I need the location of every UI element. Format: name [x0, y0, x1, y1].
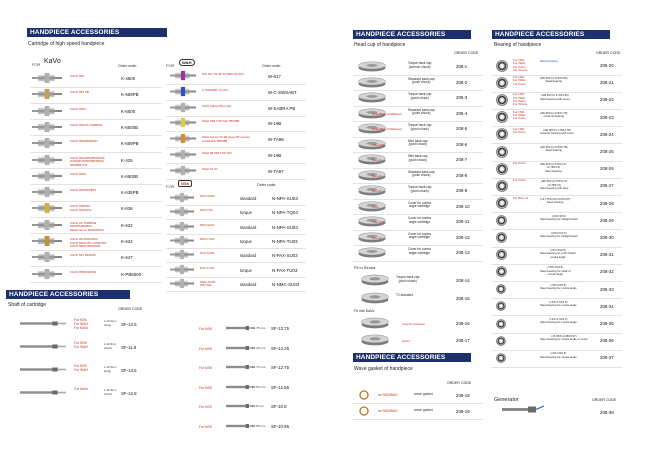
bearing-desc: (dt6.35X×2.175X4.37 ×2.78X1.5) Steel bearing with step [540, 179, 569, 190]
nsk-order-code: N-NPA-SU03 [272, 224, 298, 230]
nsk-order-code: N-NMC-SU03 [272, 281, 300, 287]
kavo-order-code: K-636 [121, 206, 133, 212]
section-header-shaft: HANDPIECE ACCESSORIES [6, 290, 130, 299]
bearing-desc: (dt6.35X×2.175X2.78) Steel bearing [540, 145, 568, 153]
wh-cartridge-image-4 [170, 117, 196, 128]
bearing-desc: (×5X×2X2.5) Steel bearing for shaft of contra angle [540, 265, 571, 276]
nsk-cartridge-image-7 [170, 278, 194, 289]
order-code-label-shaft: ORDER CODE [118, 307, 143, 311]
sirona-title: Fit in Sirona [354, 265, 376, 270]
head-cup-order-code: 208-9 [456, 188, 468, 193]
kavo-order-code: K-659PB [121, 92, 139, 98]
nsk-row-divider [166, 291, 306, 292]
nsk-cartridge-label: NPA-SU03 [200, 222, 215, 227]
brand-badge-wh: W&H [179, 59, 195, 66]
bearing-order-code: 208-25 [600, 149, 614, 154]
kavo-cartridge-label: KAVO 638/636 KAVO 636/636L [70, 204, 92, 212]
nsk-order-code: N-NPA-SU03 [272, 196, 298, 201]
kavo-row-divider [30, 282, 162, 283]
head-cup-image-1 [357, 60, 387, 72]
head-cup-order-code: 208-4 [456, 110, 468, 116]
kavo-order-code: K-659PB [121, 141, 139, 147]
bearing-image-13 [496, 266, 507, 277]
bearing-order-code: 208-24 [600, 131, 614, 137]
kavo-cup-label: (wrench exclusive) [402, 322, 426, 326]
order-code-label-bearing: ORDER CODE [596, 51, 621, 55]
head-cup-label: Bien Air [372, 173, 382, 178]
head-cup-desc: Standard back cap (push chuck) [408, 107, 435, 116]
order-code-label-kavo: Order code: [118, 64, 137, 68]
shaft-label-left: For NSK For W&H [74, 341, 88, 349]
bearing-order-code: 208-30 [600, 235, 614, 240]
nsk-cartridge-image-5 [170, 249, 194, 260]
kavo-order-code: K-PB6500 [121, 271, 142, 277]
shaft-label-right: For NSK [199, 424, 212, 429]
bearing-divider [492, 195, 622, 196]
bearing-order-code: 208-37 [600, 355, 614, 361]
shaft-image-left-4 [20, 389, 66, 396]
gasket-image-2 [359, 406, 369, 416]
brand-badge-nsk: NSK [178, 180, 192, 187]
shaft-label-left: For NSK For W&H [74, 364, 88, 372]
generator-title: Generator [494, 397, 519, 403]
bearing-divider [492, 109, 622, 110]
kavo-cartridge-label: KAVO 6500 [70, 171, 86, 176]
bearing-image-8 [496, 180, 508, 192]
sirona-cup-desc: T2 standard [396, 293, 414, 297]
kavo-order-code: K-634 [121, 239, 133, 244]
generator-image [502, 405, 544, 415]
nsk-cartridge-kind: standard [240, 253, 257, 259]
shaft-image-right-1 [226, 324, 254, 332]
kavo-cartridge-image-10 [32, 219, 62, 231]
head-cup-desc: Torque back cap (wrench chuck) [408, 61, 432, 69]
wh-cartridge-label: W&H Synea TA-98 large PB version ALLEGRA TB538B [202, 135, 250, 143]
head-cup-order-code: 208-13 [456, 250, 470, 255]
head-cup-order-code: 208-10 [456, 203, 470, 209]
wh-cartridge-image-3 [170, 102, 196, 113]
bearing-order-code: 208-36 [600, 338, 614, 344]
bearing-order-code: 208-26 [600, 166, 614, 172]
head-cup-label: Bien Air [372, 189, 382, 193]
wh-order-code: W-TA98 [268, 137, 284, 143]
kavo-cartridge-label: KAVO 659PB/6500C [70, 139, 98, 144]
bearing-order-code: 208-31 [600, 252, 614, 258]
section-subtitle-shaft: Shaft of cartridge [8, 302, 47, 308]
shaft-order-code-right: SF-10.85 [271, 423, 290, 429]
section-subtitle-headcup: Head cup of handpiece [354, 42, 406, 48]
head-cup-label: (W&H/Bien Air/Midwest) [372, 127, 402, 131]
bearing-image-14 [496, 284, 506, 294]
kavo-cartridge-label: KAVO 2A TURBINE 6500/6502/6504 Molar-Nexus 6505/6505C [70, 220, 105, 232]
wh-cartridge-image-7 [170, 165, 196, 176]
nsk-cartridge-kind: standard [240, 281, 257, 287]
gasket-order-code: 208-19 [456, 409, 470, 414]
bearing-image-18 [496, 353, 506, 363]
bearing-order-code: 208-27 [600, 183, 614, 189]
head-cup-order-code: 208-5 [456, 126, 468, 131]
kavo-order-code: K-425 [121, 157, 133, 163]
shaft-size-left: L:13.5mm (long) [104, 365, 117, 373]
bearing-order-code: 208-34 [600, 303, 614, 309]
bearing-divider [492, 298, 622, 299]
kavo-cup-order-code: 208-16 [456, 321, 470, 326]
nsk-cartridge-kind: standard [240, 224, 257, 230]
order-code-label-gasket: ORDER CODE [447, 381, 472, 385]
brand-prefix-wh: FOR [166, 63, 175, 68]
bearing-label: For NSK For W&H For KaVo For Sirona [513, 92, 528, 107]
shaft-order-code-left: SF-12.8 [121, 391, 137, 396]
bearing-label: For Bien air [513, 195, 529, 200]
head-cup-order-code: 208-8 [456, 172, 468, 178]
bearing-desc: (dt6.35X×2.173X2.78) Ceramic bearing [540, 110, 568, 118]
head-cup-label: W&H S/M [372, 220, 385, 224]
bearing-image-6 [496, 146, 508, 158]
wh-cartridge-label: W&H 98 698 TOP AIR [202, 151, 232, 155]
nsk-cartridge-kind: torque [240, 210, 252, 216]
bearing-order-code: 208-23 [600, 114, 614, 120]
kavo-order-code: K-647 [121, 255, 133, 261]
gasket-label: for NSK/W&H [378, 393, 398, 397]
bearing-desc: (×4X×1.5X2.5) Steel bearing for contra angle [540, 299, 577, 308]
kavo-cup-image-2 [360, 333, 390, 346]
shaft-size-right: 12.55 mm [252, 384, 266, 389]
nsk-cartridge-label: NMC-SU03 (MC-SE) [200, 279, 216, 288]
bearing-image-16 [496, 319, 506, 329]
bearing-order-code: 208-22 [600, 97, 614, 103]
bearing-order-code: 208-35 [600, 321, 614, 326]
head-cup-image-3 [357, 91, 387, 103]
bearing-image-11 [496, 232, 507, 243]
bearing-order-code: 208-21 [600, 80, 614, 86]
nsk-cartridge-label: PAX-SU03 [200, 251, 215, 256]
wh-order-code: W-617 [268, 74, 281, 79]
bearing-image-15 [496, 301, 506, 311]
kavo-order-code: K-6500B [121, 173, 139, 179]
sirona-cup-image-1 [360, 273, 390, 286]
bearing-desc: (dt6.35X×2.175X4.37 ×2.78X1.5) Steel bearing [540, 162, 567, 173]
nsk-cartridge-kind: torque [240, 267, 252, 273]
wh-cartridge-label: WH 617 TE-98 SYNEA FM 603 [202, 72, 244, 76]
kavo-cartridge-label: KAVO PB6500/G63 [70, 269, 97, 274]
shaft-label-right: For NSK [199, 366, 212, 370]
shaft-image-left-2 [20, 343, 66, 350]
bearing-label: For NSK For W&H For KaVo [513, 109, 526, 121]
kavo-cartridge-label: KAVO 659 PB [70, 90, 89, 95]
shaft-order-code-left: SF-12.6 [121, 322, 137, 327]
head-cup-order-code: 208-3 [456, 95, 468, 100]
nsk-cartridge-image-3 [170, 221, 194, 232]
shaft-label-left: For NSK For W&H For KaVo [74, 318, 89, 330]
head-cup-desc: Cover for contra angle cartridge [408, 216, 431, 224]
kavo-cartridge-image-8 [32, 186, 62, 198]
shaft-label-right: For NSK [199, 405, 212, 409]
kavo-cartridge-image-3 [32, 105, 62, 117]
section-subtitle-cartridge: Cartridge of high speed handpiece [28, 41, 105, 47]
head-cup-desc: Standard back cap (push chuck) [408, 169, 435, 178]
kavo-cartridge-label: KAVO 6500 [70, 106, 86, 111]
bearing-image-2 [496, 77, 508, 89]
wh-cartridge-image-1 [170, 70, 196, 81]
bearing-label: For KaVo [513, 161, 526, 166]
kavo-cartridge-image-9 [32, 202, 62, 214]
shaft-order-code-right: SF-12.55 [271, 384, 290, 390]
sirona-cup-image-2 [360, 291, 390, 304]
shaft-label-right: For NSK [199, 327, 212, 331]
bearing-divider [492, 212, 622, 213]
shaft-size-left: L:12.6mm (long) [104, 319, 117, 327]
shaft-label-right: For NSK [199, 385, 212, 390]
head-cup-desc: Torque back cap (push chuck) [408, 123, 432, 131]
nsk-cartridge-label: PAX-TU03 [200, 265, 215, 270]
bearing-desc: Mixed bearing [540, 59, 558, 63]
gasket-divider [353, 419, 483, 420]
kavo-cartridge-image-13 [32, 268, 62, 280]
gasket-desc: wave gasket [414, 392, 433, 396]
bearing-desc: (dt6.35X×2.173X3.96) Steel bearing [540, 76, 568, 84]
kavo-cup-order-code: 208-17 [456, 338, 470, 343]
kavo-cartridge-image-6 [32, 154, 62, 166]
bearing-divider [492, 281, 622, 282]
kavo-cartridge-label: KAVO 630 [70, 74, 84, 78]
wh-order-code: W-19B [268, 153, 282, 158]
kavo-cartridge-image-7 [32, 170, 62, 182]
bearing-image-7 [496, 163, 508, 175]
shaft-image-right-6 [226, 422, 254, 430]
gasket-desc: wave gasket [414, 408, 433, 412]
bearing-order-code: 208-20 [600, 63, 614, 68]
kavo-cup-label: (push) [402, 339, 410, 343]
kavo-cartridge-image-11 [32, 235, 62, 247]
generator-order-code: 208-38 [600, 410, 614, 415]
bearing-desc: (×6.35X×2.38X3.97) Steel bearing for contra angle or motor [540, 334, 588, 342]
shaft-order-code-left: SF-13.5 [121, 368, 137, 373]
shaft-size-right: 13.25 mm [252, 345, 266, 350]
kavo-order-code: K-635PB [121, 190, 139, 196]
gasket-image-1 [359, 390, 369, 400]
wh-cartridge-label: W&H 19B TOP AIR TB538B [202, 119, 240, 124]
shaft-size-left: L:12.8mm (short) [104, 388, 117, 396]
head-cup-label: (W&H/Bien Air/Midwest) [372, 111, 402, 116]
bearing-desc: (dt6.35X×2.173X3.96) Steel bearing with cover [540, 93, 570, 101]
bearing-label: For NSK For W&H For KaVo [513, 75, 526, 86]
bearing-label: For NSK For KaVo [513, 126, 526, 135]
bearing-desc: (×4.775X×2X×3.6X2.5?) Steel bearing [540, 196, 571, 204]
bearing-image-3 [496, 94, 508, 106]
nsk-cartridge-kind: torque [240, 238, 252, 244]
order-code-label-headcup: ORDER CODE [454, 51, 479, 55]
head-cup-label: Bien Air [372, 235, 382, 240]
bearing-image-12 [496, 249, 507, 260]
shaft-image-right-3 [226, 363, 254, 371]
shaft-order-code-right: SF-12.75 [271, 365, 290, 370]
kavo-order-code: K-632 [121, 222, 133, 228]
bearing-image-1 [496, 60, 508, 72]
nsk-cartridge-image-6 [170, 264, 194, 275]
order-code-label-wh: Order code: [262, 64, 281, 68]
wh-order-code: W-19B [268, 121, 282, 127]
head-cup-label: Bien Air [372, 158, 382, 162]
brand-prefix-nsk: FOR [166, 184, 175, 189]
shaft-size-right: 10.85 mm [252, 423, 266, 428]
bearing-divider [492, 367, 622, 368]
head-cup-desc: Torque back cap (push chuck) [408, 92, 432, 100]
head-cup-order-code: 208-6 [456, 141, 468, 147]
nsk-cartridge-image-1 [170, 192, 194, 203]
head-cup-desc: Cover for contra angle cartridge [408, 247, 431, 255]
kavo-cartridge-image-1 [32, 72, 62, 84]
kavo-cartridge-label: KAVO 647 6500PB [70, 253, 96, 258]
bearing-desc: (×6X×3X3) Steel bearing for straight head [540, 213, 578, 222]
wh-cartridge-image-2 [170, 86, 196, 97]
bearing-label: For KaVo [513, 178, 526, 183]
section-subtitle-bearing: Bearing of handpiece [494, 42, 542, 48]
section-header-cartridge: HANDPIECE ACCESSORIES [27, 28, 167, 37]
shaft-image-left-3 [20, 366, 66, 373]
wh-order-code: W-SABRA PB [268, 105, 296, 111]
head-cup-desc: Mini back cap (push chuck) [408, 138, 428, 147]
kavo-cartridge-image-5 [32, 137, 62, 149]
wh-cartridge-image-5 [170, 133, 196, 144]
shaft-image-right-5 [226, 402, 254, 410]
nsk-order-code: N-PAX-SU03 [272, 253, 298, 259]
bearing-desc: (×5X×2X2.5) Steel bearing for contra angle [540, 282, 577, 290]
bearing-desc: (×5X×2X2.5) Steel bearing for straight head [540, 231, 578, 239]
order-code-label-nsk: Order code: [257, 183, 276, 187]
shaft-image-right-4 [226, 383, 254, 391]
brand-name-kavo: KaVo [44, 58, 61, 65]
brand-prefix-kavo: FOR [32, 62, 41, 67]
shaft-order-code-right: SF-13.25 [271, 345, 290, 351]
shaft-image-right-2 [226, 344, 254, 352]
nsk-order-code: N-PAX-TU03 [272, 267, 298, 273]
nsk-order-code: N-NPA-TQ03 [272, 210, 298, 216]
section-subtitle-gasket: Wave gasket of handpiece [354, 366, 413, 372]
wh-cartridge-label: C-SW&ABT (Turbo) [202, 87, 229, 92]
head-cup-label: W&H S/M [372, 142, 385, 147]
kavo-cartridge-image-4 [32, 121, 62, 133]
bearing-desc: (×6X×3X2.5) Steel bearing for contra angle [540, 351, 577, 359]
head-cup-desc: Cover for contra angle cartridge [408, 231, 431, 240]
bearing-image-5 [496, 128, 508, 140]
bearing-order-code: 208-33 [600, 286, 614, 292]
wh-cartridge-label: W&H Sabra PB (mod) [202, 103, 232, 108]
nsk-cartridge-label: NPA-TQ3 [200, 208, 213, 213]
kavo-cartridge-image-2 [32, 88, 62, 100]
shaft-size-right: 10.8 mm [252, 404, 264, 408]
kavo-order-code: K-4500 [121, 76, 136, 81]
nsk-cartridge-label: NPA-SU03 [200, 194, 215, 198]
wh-order-code: W-C-SWSABT [268, 89, 297, 95]
shaft-size-right: 12.75 mm [252, 365, 266, 369]
bearing-image-4 [496, 111, 508, 123]
kavo-fit-title: Fit into KaVo [354, 309, 375, 313]
bearing-image-9 [496, 197, 508, 209]
nsk-cartridge-image-4 [170, 235, 194, 246]
shaft-order-code-left: SF-11.8 [121, 345, 137, 350]
head-cup-order-code: 208-7 [456, 157, 468, 162]
kavo-cup-image-1 [360, 316, 390, 329]
kavo-cartridge-image-12 [32, 251, 62, 263]
head-cup-image-2 [357, 76, 387, 88]
bearing-desc: (×6X×3X2.5) Steel bearing for push button contra angle [540, 248, 576, 259]
head-cup-desc: Torque back cap (push chuck) [408, 185, 432, 193]
kavo-cartridge-label: KAVO 6500 B TURBINE [70, 122, 103, 127]
gasket-label: for NSK/W&H [378, 409, 398, 413]
shaft-label-right: For NSK [199, 346, 212, 351]
gasket-order-code: 208-18 [456, 393, 470, 398]
head-cup-divider [353, 261, 483, 262]
head-cup-order-code: 208-11 [456, 219, 470, 224]
section-header-gasket: HANDPIECE ACCESSORIES [353, 353, 471, 362]
shaft-image-left-1 [20, 320, 66, 327]
nsk-cartridge-label: NPA-TU03 [200, 236, 215, 241]
head-cup-desc: Standard back cap (push chuck) [408, 76, 435, 85]
nsk-cartridge-kind: standard [240, 196, 257, 201]
bearing-order-code: 208-32 [600, 269, 614, 275]
wh-cartridge-image-6 [170, 149, 196, 160]
bearing-order-code: 208-28 [600, 200, 614, 206]
head-cup-desc: Mini back cap (push chuck) [408, 154, 428, 162]
section-header-headcup: HANDPIECE ACCESSORIES [353, 30, 471, 39]
shaft-size-left: L:11.8mm (short) [104, 342, 117, 350]
kavo-cartridge-label: KAVO 659PB/PB76 [70, 188, 97, 193]
nsk-order-code: N-NPA-TU03 [272, 238, 298, 244]
bearing-order-code: 208-29 [600, 217, 614, 223]
sirona-cup-order-code: 208-14 [456, 278, 470, 283]
shaft-size-right: 13.75 mm [252, 326, 266, 330]
sirona-cup-order-code: 208-15 [456, 296, 470, 301]
sirona-cup-desc: Torque back cap (push chuck) [396, 275, 420, 283]
head-cup-order-code: 208-1 [456, 64, 468, 69]
shaft-label-left: For KaVo [74, 387, 89, 391]
generator-order-label: ORDER CODE [592, 398, 617, 402]
kavo-order-code: K-6500 [121, 108, 136, 114]
bearing-label: For NSK For W&H For KaVo For Sirona [513, 58, 528, 72]
nsk-cartridge-image-2 [170, 206, 194, 217]
kavo-order-code: K-6500B [121, 124, 139, 130]
head-cup-label: KaVo [372, 204, 379, 209]
bearing-image-17 [496, 336, 506, 346]
wh-order-code: W-TA97 [268, 168, 284, 174]
shaft-order-code-right: SF-10.8 [271, 404, 287, 409]
shaft-order-code-right: SF-13.75 [271, 326, 290, 331]
section-header-bearing: HANDPIECE ACCESSORIES [492, 30, 610, 39]
gasket-divider [353, 403, 483, 404]
bearing-image-10 [496, 215, 507, 226]
bearing-desc: (dt6.35X×2.175X2.78) Ceramic bearing with cover [540, 127, 574, 136]
wh-cartridge-label: W&H TA-97 [202, 166, 218, 171]
head-cup-image-13 [357, 246, 387, 258]
kavo-cartridge-label: KAVO 6500/6500B/6500/L SUPERIOR/6500B/6500L 6000B/B 641 [70, 155, 106, 167]
bearing-divider [492, 126, 622, 127]
head-cup-desc: Cover for contra angle cartridge [408, 200, 431, 209]
kavo-cartridge-label: KAVO 2B 6502/6503 KAVO 6500 PB-COMFORT KAVO 6500 PB/6500B [70, 237, 107, 249]
bearing-desc: (×4X×1.5X2.5) Steel bearing for contra angle [540, 317, 577, 325]
head-cup-order-code: 208-2 [456, 79, 468, 85]
head-cup-order-code: 208-12 [456, 234, 470, 240]
